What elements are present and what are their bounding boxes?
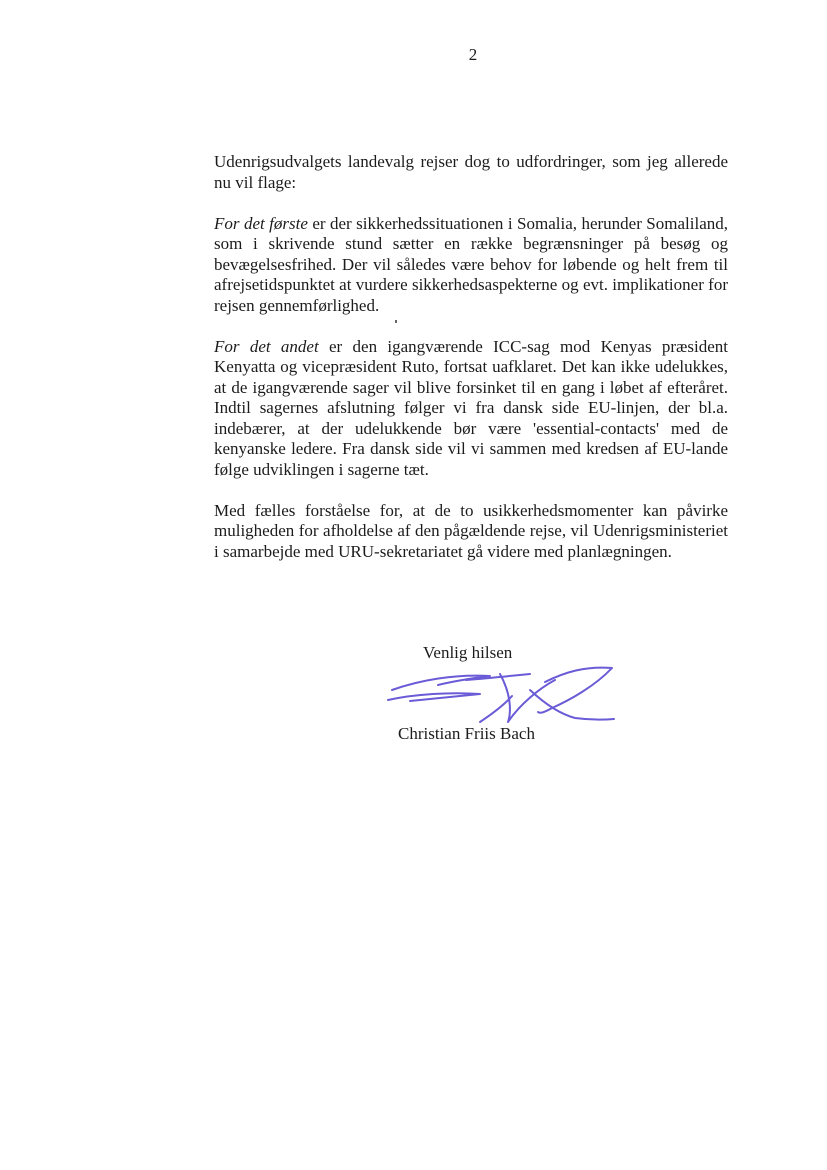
first-point-lead: For det første: [214, 213, 308, 233]
first-point-paragraph: [214, 214, 728, 317]
first-point-text: er der sikkerhedssituationen i Somalia, herunder Somaliland, som i skrivende stund sætter en række begrænsninger på besøg og bevægelsesfrihed. Der vil således være behov for løbende og helt frem til afrejsetidspunktet at vurdere sikkerhedsaspekterne og evt. implikationer for rejsen gennemførlighed.: [214, 213, 728, 315]
conclusion-paragraph: Med fælles forståelse for, at de to usikkerhedsmomenter kan påvirke muligheden for afholdelse af den pågældende rejse, vil Udenrigsministeriet i samarbejde med URU-sekretariatet gå videre med planlægningen.: [214, 500, 728, 561]
second-point-text: er den igangværende ICC-sag mod Kenyas præsident Kenyatta og vicepræsident Ruto, fortsat uafklaret. Det kan ikke udelukkes, at de igangværende sager vil blive forsinket til en gang i løbet af efteråret. Indtil sagernes afslutning følger vi fra dansk side EU-linjen, der bl.a. indebærer, at der udelukkende bør være 'essential-contacts' med de kenyanske ledere. Fra dansk side vil vi sammen med kredsen af EU-lande følge udviklingen i sagerne tæt.: [214, 336, 728, 479]
page-number: 2: [468, 45, 478, 64]
signer-name: Christian Friis Bach: [398, 724, 535, 743]
letter-body: [214, 152, 728, 583]
intro-paragraph: Udenrigsudvalgets landevalg rejser dog to udfordringer, som jeg allerede nu vil flage:: [214, 152, 728, 192]
closing-salutation: Venlig hilsen: [423, 643, 513, 662]
second-point-paragraph: [214, 337, 728, 481]
scan-artifact: [395, 320, 397, 323]
second-point-lead: For det andet: [214, 336, 319, 356]
